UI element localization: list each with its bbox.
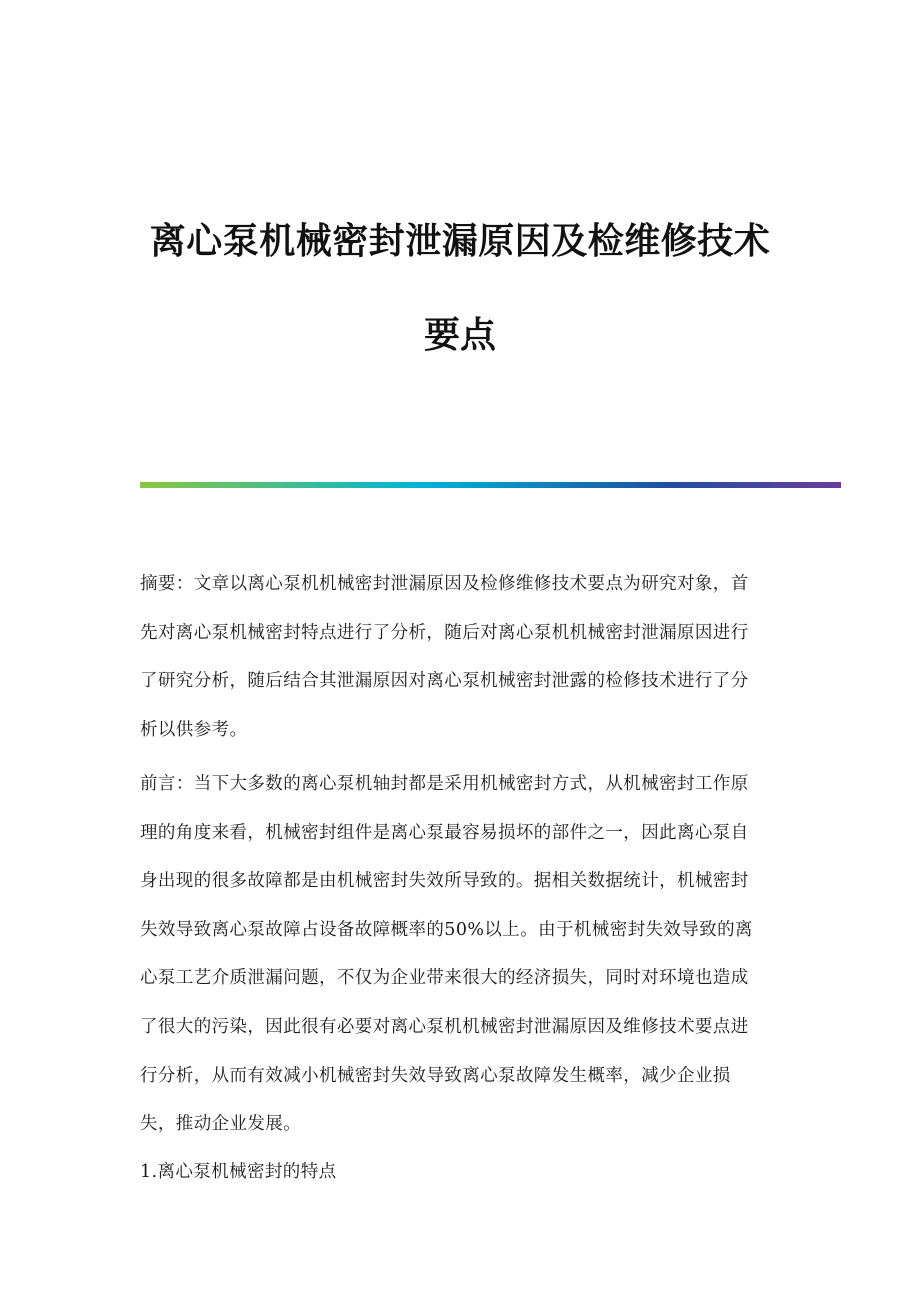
intro-line: 心泵工艺介质泄漏问题，不仅为企业带来很大的经济损失，同时对环境也造成 [140,968,749,989]
document-title-line-1: 离心泵机械密封泄漏原因及检维修技术 [149,221,771,262]
intro-line: 身出现的很多故障都是由机械密封失效所导致的。据相关数据统计，机械密封 [140,871,749,892]
abstract-line: 先对离心泵机械密封特点进行了分析，随后对离心泵机机械密封泄漏原因进行 [140,622,749,643]
abstract-line: 析以供参考。 [140,719,248,740]
intro-line: 了很大的污染，因此很有必要对离心泵机机械密封泄漏原因及维修技术要点进 [140,1016,749,1037]
section-heading-1: 1.离心泵机械密封的特点 [140,1162,337,1182]
intro-line: 前言：当下大多数的离心泵机轴封都是采用机械密封方式，从机械密封工作原 [140,774,749,794]
intro-line: 失效导致离心泵故障占设备故障概率的50%以上。由于机械密封失效导致的离 [140,919,753,940]
intro-line: 失，推动企业发展。 [140,1114,302,1135]
intro-line: 理的角度来看，机械密封组件是离心泵最容易损坏的部件之一，因此离心泵自 [140,822,749,843]
abstract-line: 了研究分析，随后结合其泄漏原因对离心泵机械密封泄露的检修技术进行了分 [140,671,749,692]
divider-bar [140,482,841,488]
title-divider [140,482,841,488]
abstract-line: 摘要：文章以离心泵机机械密封泄漏原因及检修维修技术要点为研究对象，首 [140,574,749,594]
document-title-line-2: 要点 [423,315,496,356]
intro-line: 行分析，从而有效减小机械密封失效导致离心泵故障发生概率，减少企业损 [140,1065,731,1086]
introduction-paragraph [140,760,780,1149]
abstract-paragraph [140,560,780,754]
